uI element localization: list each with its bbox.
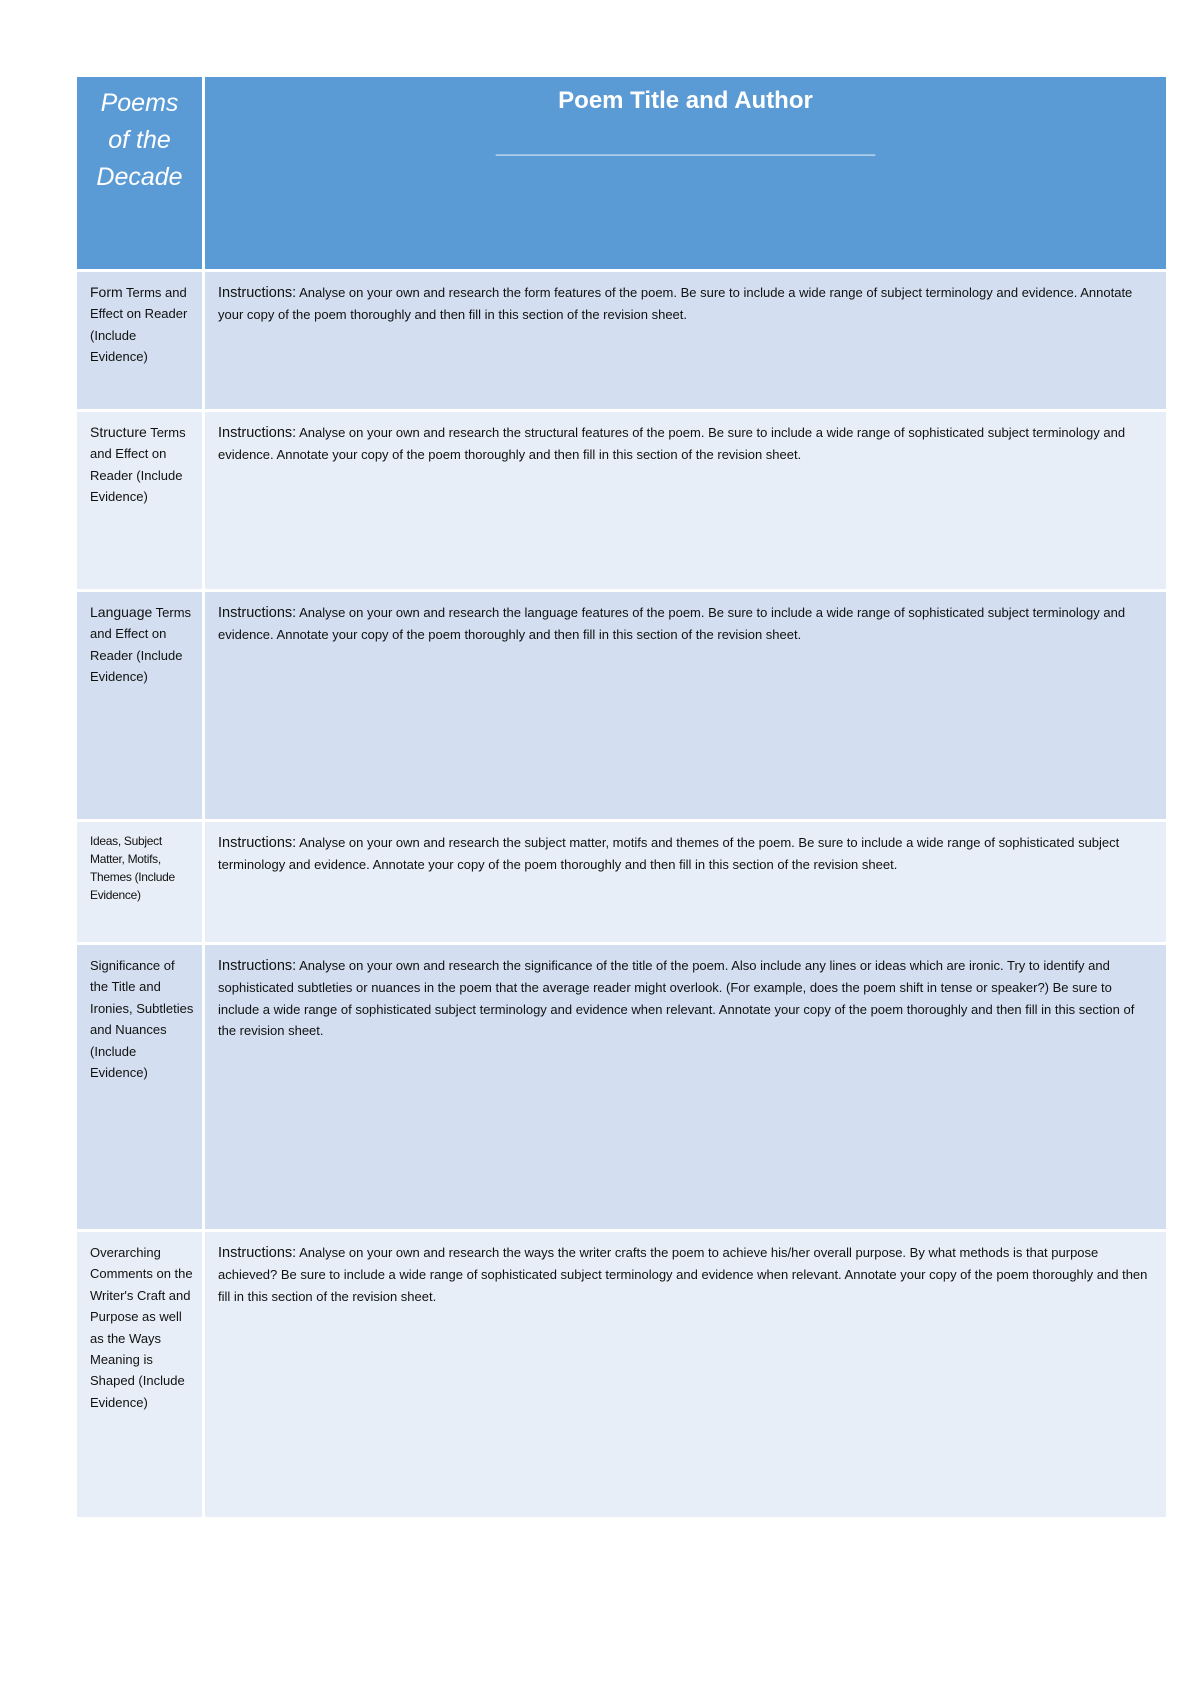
section-label-text: Terms and Effect on Reader (Include Evidence) — [90, 285, 188, 365]
revision-table — [74, 74, 1169, 1520]
instructions-label: Instructions: — [218, 605, 297, 621]
instructions-text: Analyse on your own and research the ways the writer crafts the poem to achieve his/her overall purpose. By what methods is that purpose achieved? Be sure to include a wide range of sophisticated subject terminology and evidence when relevant. Annotate your copy of the poem thoroughly and then fill in this section of the revision sheet. — [218, 1245, 1148, 1304]
section-label-lead: Language — [90, 604, 153, 620]
instructions-label: Instructions: — [218, 1245, 297, 1261]
section-row-language — [76, 591, 1168, 821]
collection-title-line-3: Decade — [96, 163, 183, 191]
section-notes-language[interactable] — [204, 591, 1168, 821]
section-label-lead: Form — [90, 284, 123, 300]
revision-sheet — [74, 74, 1166, 1520]
section-label-text: Significance of the Title and Ironies, Subtleties and Nuances (Include Evidence) — [90, 958, 194, 1081]
poem-title-blank-line: _______________________________ — [495, 133, 876, 158]
section-notes-ideas[interactable] — [204, 821, 1168, 944]
section-row-structure — [76, 411, 1168, 591]
instructions-label: Instructions: — [218, 835, 297, 851]
section-row-significance — [76, 944, 1168, 1231]
instructions-text: Analyse on your own and research the structural features of the poem. Be sure to include a wide range of sophisticated subject terminology and evidence. Annotate your copy of the poem thoroughly and then fill in this section of the revision sheet. — [218, 425, 1126, 463]
section-label-lead: Structure — [90, 424, 147, 440]
poem-title-heading: Poem Title and Author — [558, 87, 813, 114]
poem-title-cell[interactable] — [204, 76, 1168, 271]
section-label-structure — [76, 411, 204, 591]
collection-title-line-2: of the — [108, 126, 171, 154]
instructions-text: Analyse on your own and research the subject matter, motifs and themes of the poem. Be sure to include a wide range of sophisticated subject terminology and evidence. Annotate your copy of the poem thoroughly and then fill in this section of the revision sheet. — [218, 835, 1120, 873]
section-label-text: Ideas, Subject Matter, Motifs, Themes (Include Evidence) — [90, 834, 175, 902]
section-label-text: Terms and Effect on Reader (Include Evidence) — [90, 605, 192, 685]
section-label-overarching — [76, 1231, 204, 1519]
section-row-form — [76, 271, 1168, 411]
section-notes-significance[interactable] — [204, 944, 1168, 1231]
section-label-significance — [76, 944, 204, 1231]
instructions-text: Analyse on your own and research the form features of the poem. Be sure to include a wide range of subject terminology and evidence. Annotate your copy of the poem thoroughly and then fill in this section of the revision sheet. — [218, 285, 1133, 323]
section-row-ideas — [76, 821, 1168, 944]
section-label-language — [76, 591, 204, 821]
instructions-label: Instructions: — [218, 425, 297, 441]
section-label-text: Overarching Comments on the Writer's Craft and Purpose as well as the Ways Meaning is Shaped (Include Evidence) — [90, 1245, 193, 1410]
section-row-overarching — [76, 1231, 1168, 1519]
section-notes-structure[interactable] — [204, 411, 1168, 591]
header-row — [76, 76, 1168, 271]
section-notes-form[interactable] — [204, 271, 1168, 411]
section-label-text: Terms and Effect on Reader (Include Evidence) — [90, 425, 186, 505]
section-label-ideas — [76, 821, 204, 944]
instructions-text: Analyse on your own and research the language features of the poem. Be sure to include a wide range of sophisticated subject terminology and evidence. Annotate your copy of the poem thoroughly and then fill in this section of the revision sheet. — [218, 605, 1126, 643]
collection-title-cell — [76, 76, 204, 271]
instructions-label: Instructions: — [218, 285, 297, 301]
collection-title-line-1: Poems — [100, 89, 179, 117]
section-label-form — [76, 271, 204, 411]
instructions-text: Analyse on your own and research the significance of the title of the poem. Also include any lines or ideas which are ironic. Try to identify and sophisticated subtleties or nuances in the poem that the average reader might overlook. (For example, does the poem shift in tense or speaker?) Be sure to include a wide range of sophisticated subject terminology and evidence when relevant. Annotate your copy of the poem thoroughly and then fill in this section of the revision sheet. — [218, 958, 1135, 1039]
section-notes-overarching[interactable] — [204, 1231, 1168, 1519]
instructions-label: Instructions: — [218, 958, 297, 974]
